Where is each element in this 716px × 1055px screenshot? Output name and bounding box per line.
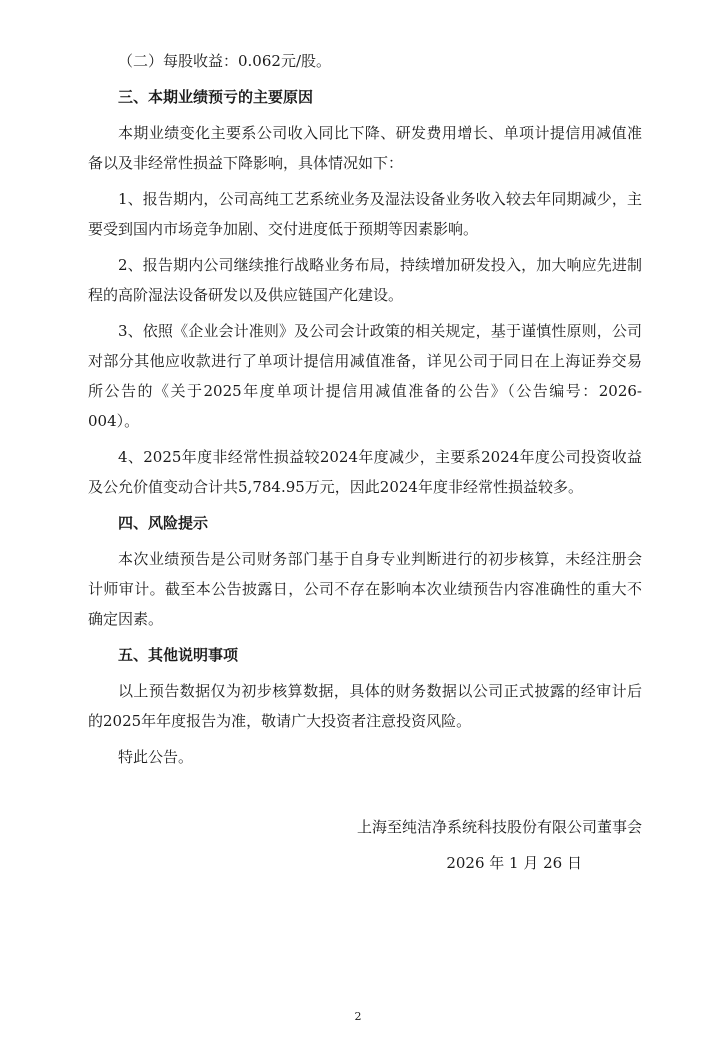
section-3-intro: 本期业绩变化主要系公司收入同比下降、研发费用增长、单项计提信用减值准备以及非经常性损益下降影响，具体情况如下： — [88, 124, 642, 172]
section-3-heading: 三、本期业绩预亏的主要原因 — [118, 88, 314, 106]
closing-line: 特此公告。 — [118, 748, 194, 766]
section-3-item-2: 2、报告期内公司继续推行战略业务布局，持续增加研发投入，加大响应先进制程的高阶湿法设备研发以及供应链国产化建设。 — [88, 256, 642, 304]
section-5-body: 以上预告数据仅为初步核算数据，具体的财务数据以公司正式披露的经审计后的2025年年度报告为准，敬请广大投资者注意投资风险。 — [88, 682, 642, 730]
signature-company: 上海至纯洁净系统科技股份有限公司董事会 — [356, 818, 642, 836]
section-5-heading: 五、其他说明事项 — [118, 646, 239, 664]
eps-line: （二）每股收益：0.062元/股。 — [118, 52, 331, 70]
signature-date: 2026 年 1 月 26 日 — [446, 854, 582, 872]
section-4-body: 本次业绩预告是公司财务部门基于自身专业判断进行的初步核算，未经注册会计师审计。截至本公告披露日，公司不存在影响本次业绩预告内容准确性的重大不确定因素。 — [88, 550, 642, 628]
page-number: 2 — [354, 1010, 362, 1023]
section-4-heading: 四、风险提示 — [118, 514, 209, 532]
section-3-item-1: 1、报告期内，公司高纯工艺系统业务及湿法设备业务收入较去年同期减少，主要受到国内市场竞争加剧、交付进度低于预期等因素影响。 — [88, 190, 642, 238]
section-3-item-4: 4、2025年度非经常性损益较2024年度减少，主要系2024年度公司投资收益及公允价值变动合计共5,784.95万元，因此2024年度非经常性损益较多。 — [88, 448, 642, 496]
section-3-item-3: 3、依照《企业会计准则》及公司会计政策的相关规定，基于谨慎性原则，公司对部分其他应收款进行了单项计提信用减值准备，详见公司于同日在上海证券交易所公告的《关于2025年度单项计提信用减值准备的公告》（公告编号：2026-004）。 — [88, 322, 642, 430]
document-body — [88, 46, 642, 778]
